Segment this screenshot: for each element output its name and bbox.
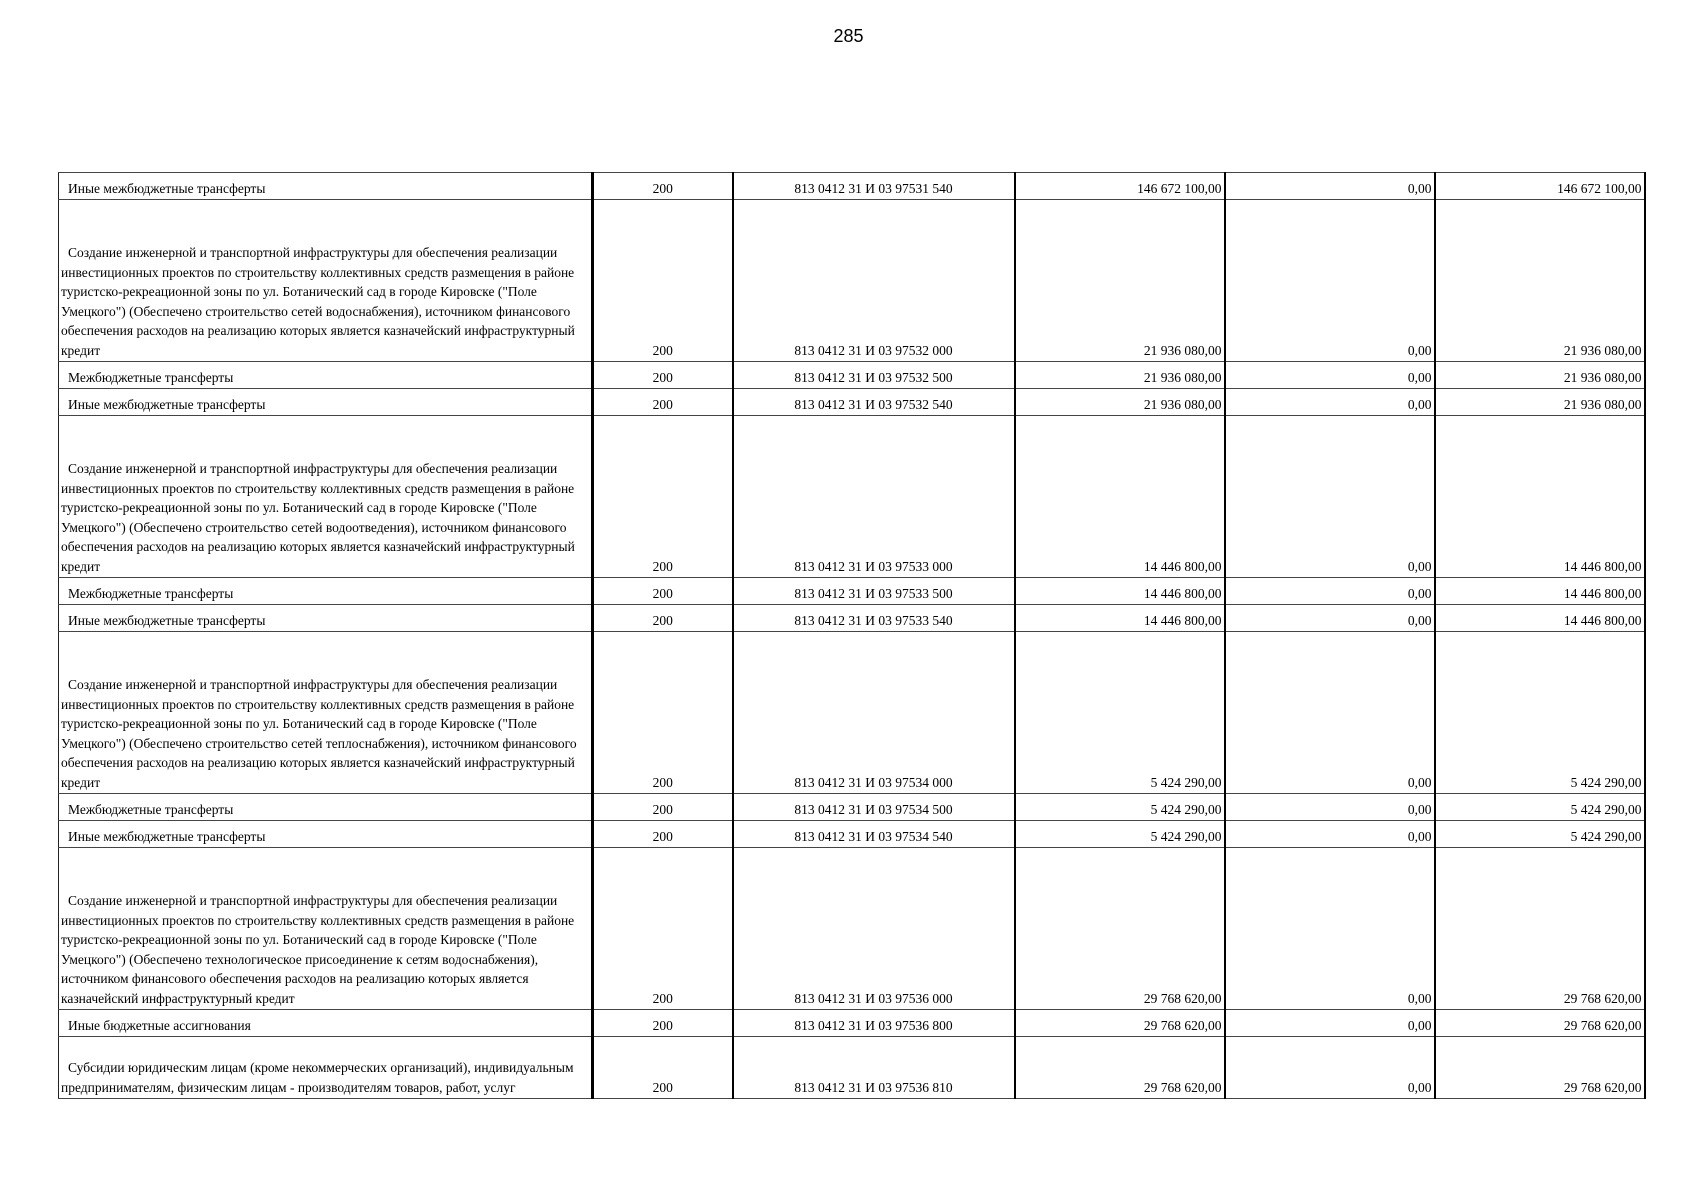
row-sum-1: 5 424 290,00 xyxy=(1015,821,1225,848)
row-sum-1: 21 936 080,00 xyxy=(1015,389,1225,416)
row-name xyxy=(59,416,593,578)
row-code: 200 xyxy=(593,389,733,416)
row-name xyxy=(59,794,593,821)
row-code: 200 xyxy=(593,1010,733,1037)
row-name xyxy=(59,632,593,794)
row-name xyxy=(59,389,593,416)
row-sum-3: 21 936 080,00 xyxy=(1435,362,1645,389)
row-name-text: Создание инженерной и транспортной инфраструктуры для обеспечения реализации инвестиционных проектов по строительству коллективных средств размещения в районе туристско-рекреационной зоны по ул. Ботанический сад в городе Кировске ("Поле Умецкого") (Обеспечено технологическое присоединение к сетям водоснабжения), источником финансового обеспечения расходов на реализацию которых является казначейский инфраструктурный кредит xyxy=(61,893,575,1006)
row-sum-3: 21 936 080,00 xyxy=(1435,200,1645,362)
row-sum-2: 0,00 xyxy=(1225,578,1435,605)
row-sum-3: 21 936 080,00 xyxy=(1435,389,1645,416)
row-sum-2: 0,00 xyxy=(1225,848,1435,1010)
row-sum-1: 146 672 100,00 xyxy=(1015,173,1225,200)
table-row xyxy=(59,173,1645,200)
row-sum-2: 0,00 xyxy=(1225,200,1435,362)
row-name-text: Межбюджетные трансферты xyxy=(68,801,234,817)
row-classification: 813 0412 31 И 03 97534 500 xyxy=(733,794,1015,821)
row-sum-2: 0,00 xyxy=(1225,416,1435,578)
row-classification: 813 0412 31 И 03 97533 500 xyxy=(733,578,1015,605)
table-row xyxy=(59,794,1645,821)
row-classification: 813 0412 31 И 03 97536 000 xyxy=(733,848,1015,1010)
row-name-text: Иные межбюджетные трансферты xyxy=(68,612,266,628)
row-code: 200 xyxy=(593,632,733,794)
row-sum-3: 29 768 620,00 xyxy=(1435,848,1645,1010)
row-sum-1: 14 446 800,00 xyxy=(1015,416,1225,578)
row-sum-1: 29 768 620,00 xyxy=(1015,1037,1225,1099)
row-sum-1: 21 936 080,00 xyxy=(1015,200,1225,362)
row-sum-1: 5 424 290,00 xyxy=(1015,794,1225,821)
row-sum-3: 5 424 290,00 xyxy=(1435,632,1645,794)
row-name xyxy=(59,1037,593,1099)
row-sum-3: 146 672 100,00 xyxy=(1435,173,1645,200)
row-classification: 813 0412 31 И 03 97532 540 xyxy=(733,389,1015,416)
row-code: 200 xyxy=(593,821,733,848)
row-name xyxy=(59,173,593,200)
row-sum-3: 29 768 620,00 xyxy=(1435,1037,1645,1099)
row-sum-3: 5 424 290,00 xyxy=(1435,794,1645,821)
row-sum-2: 0,00 xyxy=(1225,605,1435,632)
row-classification: 813 0412 31 И 03 97533 540 xyxy=(733,605,1015,632)
row-name-text: Иные бюджетные ассигнования xyxy=(68,1017,251,1033)
row-code: 200 xyxy=(593,605,733,632)
table-row xyxy=(59,389,1645,416)
table-row xyxy=(59,200,1645,362)
row-classification: 813 0412 31 И 03 97536 810 xyxy=(733,1037,1015,1099)
row-sum-2: 0,00 xyxy=(1225,1037,1435,1099)
row-code: 200 xyxy=(593,416,733,578)
row-sum-2: 0,00 xyxy=(1225,821,1435,848)
row-sum-1: 14 446 800,00 xyxy=(1015,605,1225,632)
row-sum-3: 29 768 620,00 xyxy=(1435,1010,1645,1037)
row-sum-2: 0,00 xyxy=(1225,389,1435,416)
budget-table xyxy=(58,172,1646,1099)
row-classification: 813 0412 31 И 03 97534 000 xyxy=(733,632,1015,794)
row-code: 200 xyxy=(593,173,733,200)
row-name-text: Иные межбюджетные трансферты xyxy=(68,396,266,412)
table-row xyxy=(59,821,1645,848)
row-sum-2: 0,00 xyxy=(1225,362,1435,389)
row-classification: 813 0412 31 И 03 97532 000 xyxy=(733,200,1015,362)
row-name xyxy=(59,578,593,605)
row-sum-3: 14 446 800,00 xyxy=(1435,605,1645,632)
row-code: 200 xyxy=(593,362,733,389)
row-code: 200 xyxy=(593,1037,733,1099)
table-row xyxy=(59,848,1645,1010)
row-name-text: Иные межбюджетные трансферты xyxy=(68,180,266,196)
table-row xyxy=(59,1037,1645,1099)
table-row xyxy=(59,605,1645,632)
row-classification: 813 0412 31 И 03 97534 540 xyxy=(733,821,1015,848)
row-classification: 813 0412 31 И 03 97532 500 xyxy=(733,362,1015,389)
row-sum-1: 29 768 620,00 xyxy=(1015,848,1225,1010)
row-name-text: Межбюджетные трансферты xyxy=(68,369,234,385)
row-name-text: Иные межбюджетные трансферты xyxy=(68,828,266,844)
row-sum-2: 0,00 xyxy=(1225,794,1435,821)
row-name xyxy=(59,362,593,389)
row-sum-3: 14 446 800,00 xyxy=(1435,578,1645,605)
row-sum-3: 14 446 800,00 xyxy=(1435,416,1645,578)
row-sum-3: 5 424 290,00 xyxy=(1435,821,1645,848)
row-name-text: Создание инженерной и транспортной инфраструктуры для обеспечения реализации инвестиционных проектов по строительству коллективных средств размещения в районе туристско-рекреационной зоны по ул. Ботанический сад в городе Кировске ("Поле Умецкого") (Обеспечено строительство сетей теплоснабжения), источником финансового обеспечения расходов на реализацию которых является казначейский инфраструктурный кредит xyxy=(61,677,577,790)
row-name xyxy=(59,848,593,1010)
table-row xyxy=(59,578,1645,605)
row-classification: 813 0412 31 И 03 97531 540 xyxy=(733,173,1015,200)
row-name xyxy=(59,200,593,362)
row-sum-1: 14 446 800,00 xyxy=(1015,578,1225,605)
row-classification: 813 0412 31 И 03 97533 000 xyxy=(733,416,1015,578)
row-name xyxy=(59,1010,593,1037)
row-code: 200 xyxy=(593,848,733,1010)
row-code: 200 xyxy=(593,200,733,362)
table-row xyxy=(59,362,1645,389)
row-sum-1: 21 936 080,00 xyxy=(1015,362,1225,389)
row-classification: 813 0412 31 И 03 97536 800 xyxy=(733,1010,1015,1037)
row-name xyxy=(59,821,593,848)
row-sum-2: 0,00 xyxy=(1225,173,1435,200)
row-name-text: Создание инженерной и транспортной инфраструктуры для обеспечения реализации инвестиционных проектов по строительству коллективных средств размещения в районе туристско-рекреационной зоны по ул. Ботанический сад в городе Кировске ("Поле Умецкого") (Обеспечено строительство сетей водоотведения), источником финансового обеспечения расходов на реализацию которых является казначейский инфраструктурный кредит xyxy=(61,461,575,574)
row-name-text: Субсидии юридическим лицам (кроме некоммерческих организаций), индивидуальным предпринимателям, физическим лицам - производителям товаров, работ, услуг xyxy=(61,1060,574,1095)
row-code: 200 xyxy=(593,578,733,605)
table-row xyxy=(59,632,1645,794)
row-name xyxy=(59,605,593,632)
row-name-text: Создание инженерной и транспортной инфраструктуры для обеспечения реализации инвестиционных проектов по строительству коллективных средств размещения в районе туристско-рекреационной зоны по ул. Ботанический сад в городе Кировске ("Поле Умецкого") (Обеспечено строительство сетей водоснабжения), источником финансового обеспечения расходов на реализацию которых является казначейский инфраструктурный кредит xyxy=(61,245,575,358)
table-row xyxy=(59,1010,1645,1037)
row-sum-1: 5 424 290,00 xyxy=(1015,632,1225,794)
page-number: 285 xyxy=(833,26,864,46)
row-sum-2: 0,00 xyxy=(1225,632,1435,794)
table-row xyxy=(59,416,1645,578)
row-name-text: Межбюджетные трансферты xyxy=(68,585,234,601)
budget-table-body xyxy=(59,173,1645,1099)
row-sum-1: 29 768 620,00 xyxy=(1015,1010,1225,1037)
row-sum-2: 0,00 xyxy=(1225,1010,1435,1037)
row-code: 200 xyxy=(593,794,733,821)
